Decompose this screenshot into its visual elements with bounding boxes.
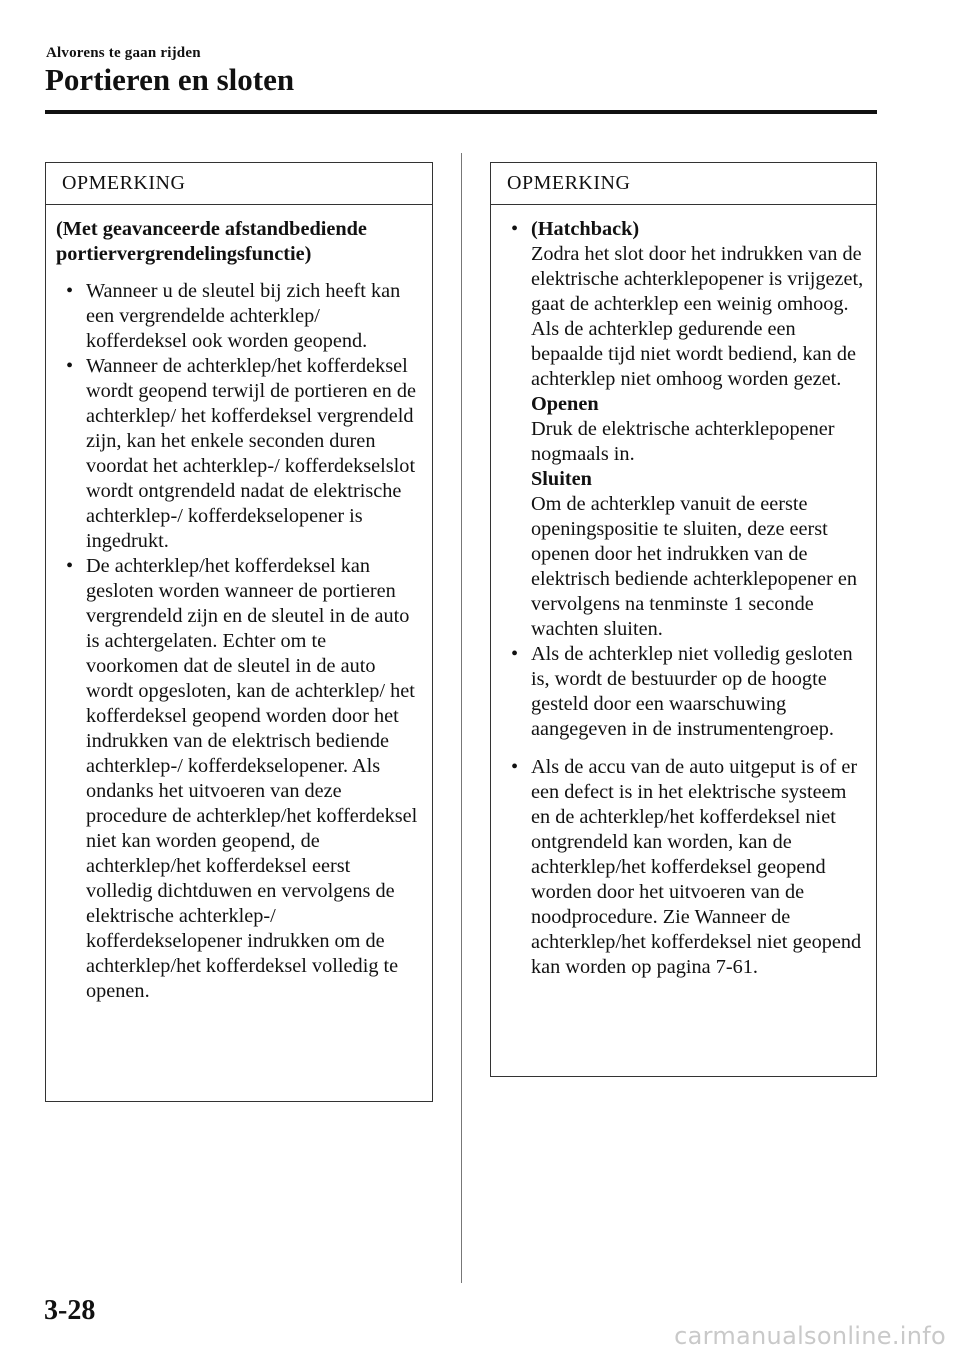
hatchback-title: (Hatchback) bbox=[531, 218, 640, 240]
list-item bbox=[56, 554, 420, 1004]
bullet-icon: • bbox=[66, 355, 74, 377]
note-box-right bbox=[490, 162, 877, 1077]
section-label: Alvorens te gaan rijden bbox=[46, 45, 201, 61]
list-spacer bbox=[501, 742, 864, 755]
note-box-left bbox=[45, 162, 433, 1102]
header-rule bbox=[45, 110, 877, 114]
note-bullet-list bbox=[56, 279, 420, 1004]
note-label: OPMERKING bbox=[491, 163, 876, 205]
bullet-icon: • bbox=[511, 756, 519, 778]
list-item-text: Als de accu van de auto uitgeput is of er een defect is in het elektrische systeem en de achterklep/het kofferdeksel niet ontgrendeld kan worden, kan de achterklep/het kofferdeksel geopend worden door het uitvoeren van de noodprocedure. Zie Wanneer de achterklep/het kofferdeksel niet geopend kan worden op pagina 7-61. bbox=[531, 756, 862, 978]
list-item bbox=[56, 354, 420, 554]
note-bullet-list bbox=[501, 217, 864, 980]
close-title: Sluiten bbox=[531, 468, 592, 490]
list-item-text: Wanneer u de sleutel bij zich heeft kan een vergrendelde achterklep/ kofferdeksel ook worden geopend. bbox=[86, 280, 401, 352]
note-intro: (Met geavanceerde afstandbediende portiervergrendelingsfunctie) bbox=[56, 218, 367, 265]
page-title: Portieren en sloten bbox=[45, 62, 295, 97]
close-text: Om de achterklep vanuit de eerste openingspositie te sluiten, deze eerst openen door het indrukken van de elektrisch bediende achterklepopener en vervolgens na tenminste 1 seconde wachten sluiten. bbox=[531, 493, 858, 640]
bullet-icon: • bbox=[511, 643, 519, 665]
column-divider bbox=[461, 153, 462, 1283]
list-item bbox=[501, 755, 864, 980]
note-body bbox=[46, 205, 432, 1004]
watermark: carmanualsonline.info bbox=[674, 1322, 946, 1350]
note-label: OPMERKING bbox=[46, 163, 432, 205]
bullet-icon: • bbox=[66, 555, 74, 577]
open-title: Openen bbox=[531, 393, 599, 415]
list-item-text: Wanneer de achterklep/het kofferdeksel wordt geopend terwijl de portieren en de achterklep/ het kofferdeksel vergrendeld zijn, kan het enkele seconden duren voordat het achterklep-/ kofferdekselslot wordt ontgrendeld nadat de elektrische achterklep-/ kofferdekselopener is ingedrukt. bbox=[86, 355, 417, 552]
open-text: Druk de elektrische achterklepopener nogmaals in. bbox=[531, 418, 835, 465]
bullet-icon: • bbox=[511, 218, 519, 240]
bullet-icon: • bbox=[66, 280, 74, 302]
note-body bbox=[491, 205, 876, 980]
list-item bbox=[501, 217, 864, 642]
list-item bbox=[56, 279, 420, 354]
list-item bbox=[501, 642, 864, 742]
hatchback-text: Zodra het slot door het indrukken van de elektrische achterklepopener is vrijgezet, gaat de achterklep een weinig omhoog. Als de achterklep gedurende een bepaalde tijd niet wordt bediend, kan de achterklep niet omhoog worden gezet. bbox=[531, 243, 864, 390]
list-item-text: Als de achterklep niet volledig gesloten is, wordt de bestuurder op de hoogte gesteld door een waarschuwing aangegeven in de instrumentengroep. bbox=[531, 643, 853, 740]
list-item-text: De achterklep/het kofferdeksel kan gesloten worden wanneer de portieren vergrendeld zijn en de sleutel in de auto is achtergelaten. Echter om te voorkomen dat de sleutel in de auto wordt opgesloten, kan de achterklep/ het kofferdeksel geopend worden door het indrukken van de elektrisch bediende achterklep-/ kofferdekselopener. Als ondanks het uitvoeren van deze procedure de achterklep/het kofferdeksel niet kan worden geopend, de achterklep/het kofferdeksel eerst volledig dichtduwen en vervolgens de elektrische achterklep-/ kofferdekselopener indrukken om de achterklep/het kofferdeksel volledig te openen. bbox=[86, 555, 418, 1002]
page-number: 3-28 bbox=[44, 1295, 96, 1326]
